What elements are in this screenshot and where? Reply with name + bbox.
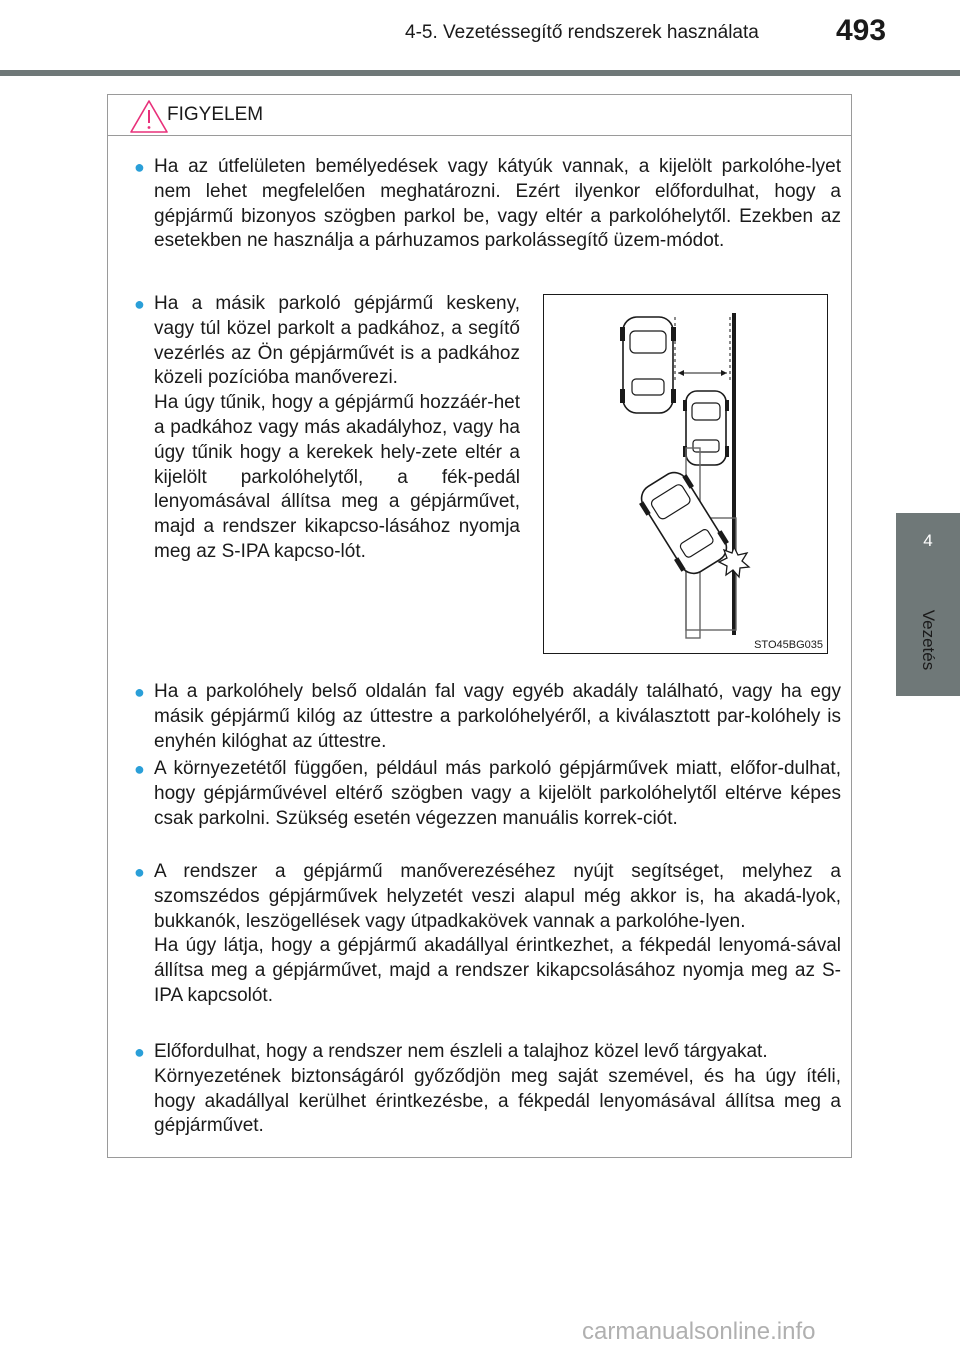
list-item (134, 1040, 841, 1139)
parking-diagram-icon (544, 295, 829, 655)
list-item (134, 292, 520, 565)
warning-label: FIGYELEM (167, 104, 264, 125)
parking-figure (543, 294, 828, 654)
list-item (134, 155, 841, 254)
bullet-icon: ● (134, 759, 145, 779)
list-item (134, 757, 841, 831)
warning-header (108, 95, 851, 136)
list-item (134, 680, 841, 754)
bullet-icon: ● (134, 862, 145, 882)
list-item-text-continued: Ha úgy tűnik, hogy a gépjármű hozzáér-het a padkához vagy más akadályhoz, vagy ha úgy tűnik hogy a kerekek hely-zete eltér a kijelölt parkolóhelytől, a fék-pedál lenyomásával állítsa meg a gépjárművet, majd a rendszer kikapcso-lásához nyomja meg az S-IPA kapcso-lót. (154, 392, 520, 562)
warning-triangle-icon (129, 99, 169, 135)
bullet-icon: ● (134, 682, 145, 702)
list-item-text: A környezetétől függően, például más parkoló gépjárművek miatt, előfor-dulhat, hogy gépjárművével eltérő szögben vagy a kijelölt parkolóhelytől eltérve képes csak parkolni. Szükség esetén végezzen manuális korrek-ciót. (154, 758, 841, 829)
list-item-text: Ha a másik parkoló gépjármű keskeny, vagy túl közel parkolt a padkához, a segítő vezérlés az Ön gépjárművét is a padkához közeli pozícióba manőverezi. (154, 293, 520, 389)
chapter-label: Vezetés (919, 609, 938, 671)
list-item-text: A rendszer a gépjármű manőverezéséhez nyújt segítséget, melyhez a szomszédos gépjárművek helyzetét veszi alapul még akkor is, ha akadá-lyok, bukkanók, leszögellések vagy útpadkakövek vannak a parkolóhe-lyen. (154, 861, 841, 932)
list-item-text-continued: Ha úgy látja, hogy a gépjármű akadállyal érintkezhet, a fékpedál lenyomá-sával állítsa meg a gépjárművet, majd a rendszer kikapcsolásához nyomja meg az S-IPA kapcsolót. (154, 935, 841, 1006)
section-title: 4-5. Vezetéssegítő rendszerek használata (405, 22, 759, 43)
list-item (134, 860, 841, 1009)
list-item-text: Ha az útfelületen bemélyedések vagy kátyúk vannak, a kijelölt parkolóhe-lyet nem lehet megfelelően meghatározni. Ezért ilyenkor előfordulhat, hogy a gépjármű bizonyos szögben parkol be, vagy eltér a parkolóhelytől. Ezekben az esetekben ne használja a párhuzamos parkolássegítő üzem-módot. (154, 156, 841, 252)
list-item-text: Ha a parkolóhely belső oldalán fal vagy egyéb akadály található, vagy ha egy másik gépjármű kilóg az úttestre a parkolóhelyéről, a kiválasztott par-kolóhely is enyhén kilóghat az úttestre. (154, 681, 841, 752)
watermark: carmanualsonline.info (582, 1318, 816, 1345)
list-item-text: Előfordulhat, hogy a rendszer nem észleli a talajhoz közel levő tárgyakat. (154, 1041, 768, 1062)
page-number: 493 (836, 14, 887, 47)
bullet-icon: ● (134, 1042, 145, 1062)
bullet-icon: ● (134, 157, 145, 177)
figure-code: STO45BG035 (754, 639, 823, 651)
list-item-text-continued: Környezetének biztonságáról győződjön meg saját szemével, és ha úgy ítéli, hogy akadállyal kerülhet érintkezésbe, a fékpedál lenyomásával állítsa meg a gépjárművet. (154, 1065, 841, 1137)
chapter-number: 4 (923, 531, 933, 550)
header-rule (0, 70, 960, 76)
bullet-icon: ● (134, 294, 145, 314)
